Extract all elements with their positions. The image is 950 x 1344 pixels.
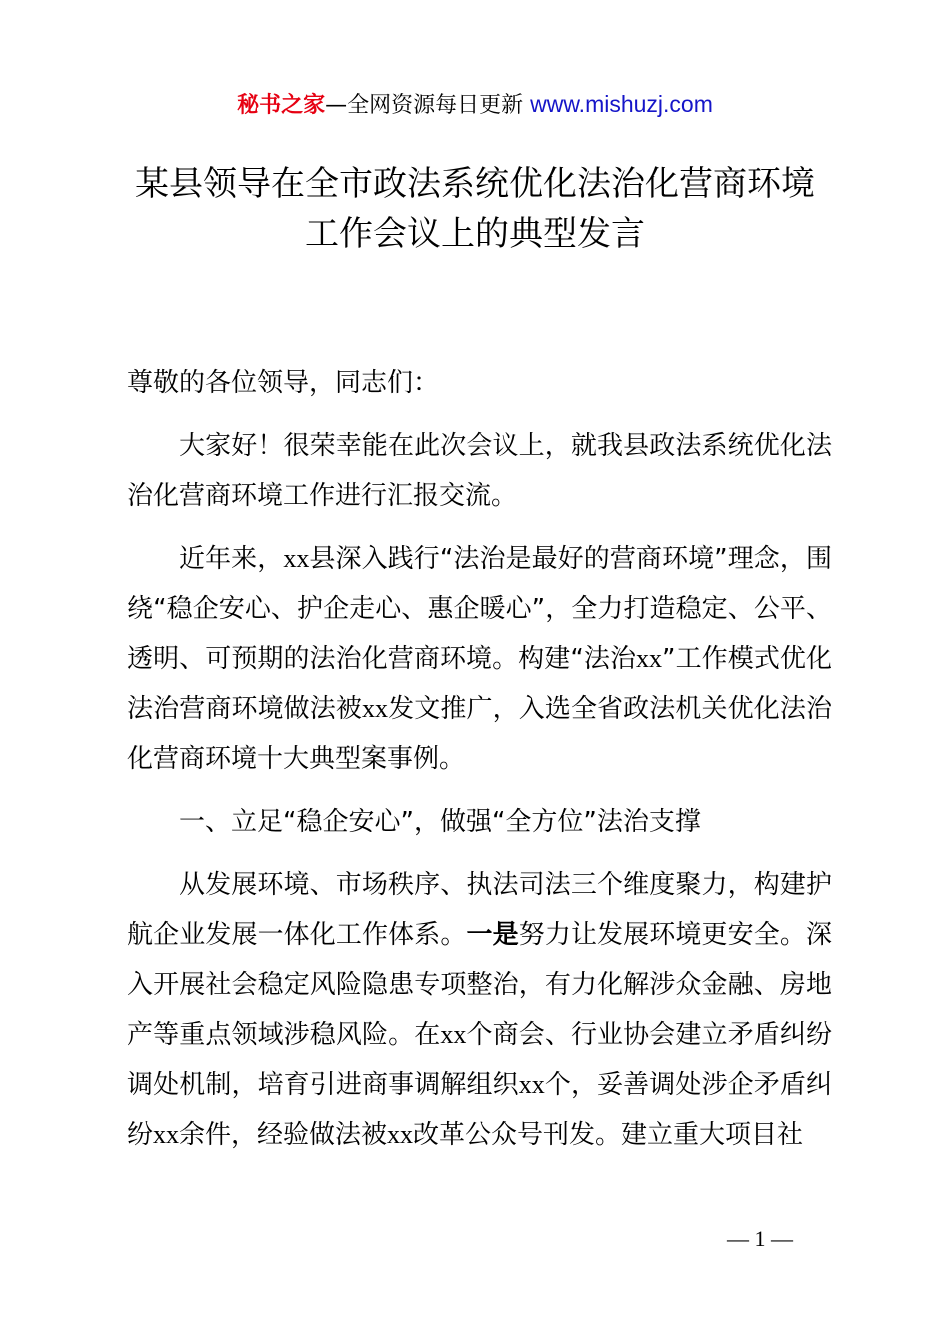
paragraph-greeting: 大家好！很荣幸能在此次会议上，就我县政法系统优化法治化营商环境工作进行汇报交流。 bbox=[127, 431, 832, 511]
text-segment: 个商会、行业协会建立矛盾纠纷调处机制，培育引进商事调解组织 bbox=[127, 1020, 832, 1100]
site-url-link[interactable]: www.mishuzj.com bbox=[530, 91, 713, 117]
title-line-1: 某县领导在全市政法系统优化法治化营商环境 bbox=[135, 164, 815, 204]
placeholder-xx: xx bbox=[387, 1120, 414, 1149]
text-segment: 个，妥善调处涉企矛盾纠纷 bbox=[127, 1070, 832, 1150]
text-segment: ”工作模式优化法治营商环境做法被 bbox=[127, 644, 832, 724]
page-number: — 1 — bbox=[727, 1226, 793, 1251]
document-title bbox=[100, 159, 850, 259]
placeholder-xx: xx bbox=[153, 1120, 180, 1149]
title-line-2: 工作会议上的典型发言 bbox=[305, 214, 645, 254]
document-body bbox=[127, 358, 832, 1173]
salutation: 尊敬的各位领导，同志们： bbox=[127, 368, 440, 398]
placeholder-xx: xx bbox=[518, 1070, 545, 1099]
paragraph-overview bbox=[127, 534, 832, 784]
text-segment: 近年来， bbox=[179, 544, 284, 574]
placeholder-xx: xx bbox=[440, 1020, 467, 1049]
text-segment: 从发展环境、市场秩序、执法司法三个维度聚力，构建护航企业发展一体化工作体系。 bbox=[127, 870, 832, 950]
site-header bbox=[0, 88, 950, 122]
site-brand: 秘书之家 bbox=[237, 93, 326, 118]
placeholder-xx: xx bbox=[283, 544, 310, 573]
emphasis-first: 一是 bbox=[466, 920, 519, 950]
site-tagline: 全网资源每日更新 bbox=[347, 93, 524, 118]
section-heading-1: 一、立足“稳企安心”，做强“全方位”法治支撑 bbox=[179, 807, 701, 837]
placeholder-xx: xx bbox=[362, 694, 389, 723]
text-segment: 努力让发展环境更安全。深入开展社会稳定风险隐患专项整治，有力化解涉众金融、房地产等重点领域涉稳风险。在 bbox=[127, 920, 832, 1050]
placeholder-xx: xx bbox=[636, 644, 663, 673]
header-dash: — bbox=[325, 93, 348, 118]
text-segment: 余件，经验做法被 bbox=[179, 1120, 388, 1150]
text-segment: 改革公众号刊发。建立重大项目社 bbox=[413, 1120, 804, 1150]
text-segment: 发文推广，入选全省政法机关优化法治化营商环境十大典型案事例。 bbox=[127, 694, 832, 774]
paragraph-section-1 bbox=[127, 860, 832, 1160]
text-segment: 县深入践行“法治是最好的营商环境”理念，围绕“稳企安心、护企走心、惠企暖心”，全力打造稳定、公平、透明、可预期的法治化营商环境。构建“法治 bbox=[127, 544, 832, 674]
